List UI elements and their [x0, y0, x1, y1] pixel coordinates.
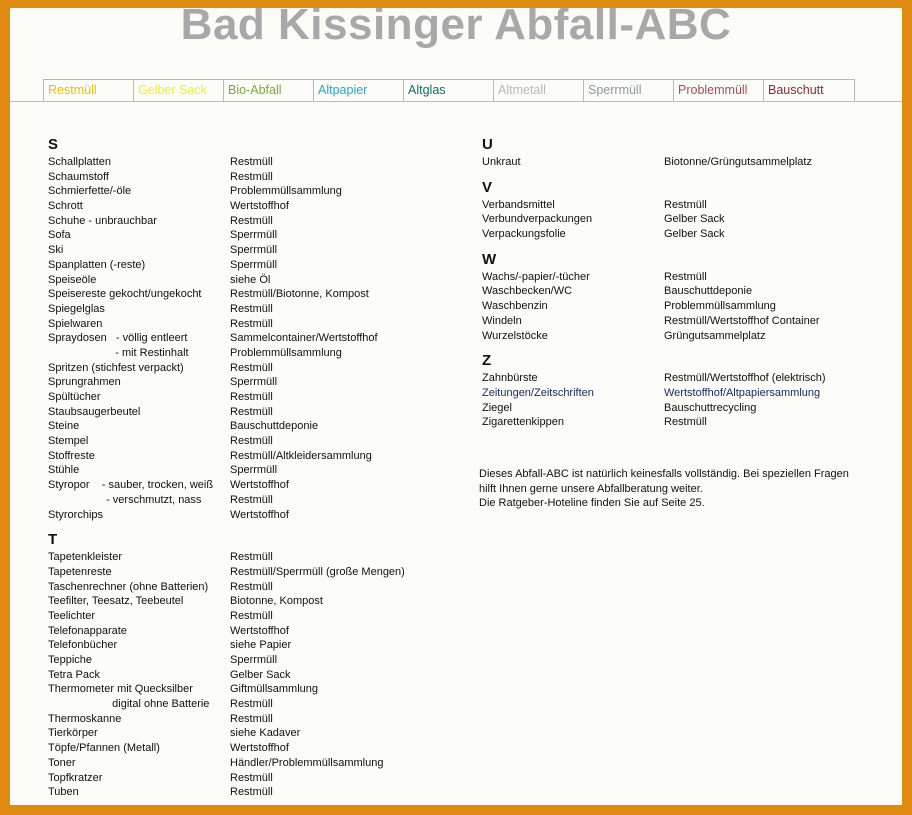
item-disposal: Sperrmüll — [230, 654, 278, 666]
item-disposal: Restmüll/Altkleidersammlung — [230, 449, 372, 462]
item-disposal: Restmüll — [230, 698, 273, 711]
item-term: Telefonapparate — [48, 624, 127, 637]
list-item — [48, 434, 468, 449]
item-term: Spritzen (stichfest verpackt) — [48, 361, 184, 374]
list-item — [48, 741, 468, 756]
list-item — [48, 287, 468, 302]
item-term: Taschenrechner (ohne Batterien) — [48, 580, 209, 593]
item-term: Ziegel — [482, 401, 512, 414]
right-column — [479, 135, 882, 511]
item-term: Topfkratzer — [48, 771, 103, 784]
note-line: Dieses Abfall-ABC ist natürlich keinesfalls vollständig. Bei speziellen Fragen — [479, 467, 849, 480]
item-disposal: Restmüll/Biotonne, Kompost — [230, 288, 369, 301]
right-sections — [482, 135, 882, 430]
legend-item: Altglas — [404, 80, 494, 101]
list-item — [482, 227, 882, 242]
item-term: Tapetenreste — [48, 565, 112, 578]
item-disposal: Restmüll — [230, 302, 273, 315]
item-term: Verpackungsfolie — [482, 228, 566, 241]
legend-item: Sperrmüll — [584, 80, 674, 101]
item-disposal: Gelber Sack — [664, 228, 725, 241]
item-disposal: siehe Papier — [230, 639, 292, 652]
item-disposal: Bauschuttrecycling — [664, 401, 757, 414]
legend-item: Gelber Sack — [134, 80, 224, 101]
item-disposal: Restmüll — [230, 317, 273, 330]
item-disposal: Sammelcontainer/Wertstoffhof — [230, 332, 378, 345]
item-term: Toner — [48, 756, 76, 769]
item-term: Spültücher — [48, 391, 101, 403]
item-term: Zigarettenkippen — [482, 416, 564, 429]
list-item — [48, 594, 468, 609]
item-term: Styrorchips — [48, 508, 104, 521]
section-letter: W — [482, 250, 497, 268]
page-title: Bad Kissinger Abfall-ABC — [180, 8, 732, 49]
list-item — [48, 258, 468, 273]
item-term: Sofa — [48, 229, 71, 242]
item-term: Stempel — [48, 435, 89, 448]
item-disposal: Sperrmüll — [230, 229, 278, 242]
list-item — [48, 331, 468, 346]
item-disposal: Restmüll — [230, 391, 273, 403]
list-item — [482, 415, 882, 430]
list-item — [48, 405, 468, 420]
list-item — [48, 508, 468, 523]
item-disposal: Restmüll — [230, 361, 273, 374]
item-disposal: Wertstoffhof/Altpapiersammlung — [664, 386, 821, 399]
item-disposal: Problemmüllsammlung — [230, 346, 342, 359]
list-item — [48, 550, 468, 565]
item-disposal: Wertstoffhof — [230, 742, 289, 755]
item-disposal: Bauschuttdeponie — [230, 420, 319, 433]
item-disposal: Restmüll — [230, 405, 273, 418]
list-item — [48, 638, 468, 653]
list-item — [48, 771, 468, 786]
list-item — [48, 155, 468, 170]
list-item — [48, 273, 468, 288]
list-item — [48, 449, 468, 464]
note-line: Die Ratgeber-Hoteline finden Sie auf Seite 25. — [479, 497, 705, 510]
item-disposal: Wertstoffhof — [230, 508, 289, 521]
list-item — [48, 184, 468, 199]
list-item — [482, 314, 882, 329]
item-term: Styropor - sauber, trocken, weiß — [48, 479, 214, 492]
item-term: Waschbecken/WC — [482, 285, 573, 298]
list-item — [482, 155, 882, 170]
list-item — [482, 401, 882, 416]
list-item — [48, 668, 468, 683]
item-disposal: Restmüll/Wertstoffhof (elektrisch) — [664, 372, 826, 385]
legend-item: Bio-Abfall — [224, 80, 314, 101]
list-item — [482, 212, 882, 227]
list-item — [482, 284, 882, 299]
legend-item: Bauschutt — [768, 83, 824, 97]
item-disposal: Restmüll — [230, 156, 273, 168]
category-legend — [43, 79, 855, 102]
list-item — [48, 375, 468, 390]
item-disposal: Biotonne/Grüngutsammelplatz — [664, 156, 812, 168]
item-term: Teppiche — [48, 654, 93, 666]
item-disposal: Restmüll — [230, 435, 273, 448]
item-disposal: Restmüll — [230, 771, 273, 784]
item-disposal: Biotonne, Kompost — [230, 595, 323, 608]
legend-item: Altmetall — [494, 80, 584, 101]
item-term: Zahnbürste — [482, 372, 538, 385]
item-term: Schallplatten — [48, 156, 111, 168]
item-disposal: Gelber Sack — [230, 668, 291, 681]
info-note — [479, 467, 882, 511]
item-disposal: Restmüll — [230, 580, 273, 593]
item-disposal: Restmüll — [664, 416, 707, 429]
item-disposal: Wertstoffhof — [230, 200, 289, 213]
item-term: Zeitungen/Zeitschriften — [482, 386, 594, 399]
list-item — [482, 198, 882, 213]
note-line: hilft Ihnen gerne unsere Abfallberatung weiter. — [479, 482, 703, 495]
legend-item: Altpapier — [314, 80, 404, 101]
list-item — [48, 565, 468, 580]
item-term: Tapetenkleister — [48, 551, 122, 564]
item-disposal: Restmüll — [230, 609, 273, 622]
legend-item: Restmüll — [44, 80, 134, 101]
item-disposal: Problemmüllsammlung — [230, 185, 342, 198]
item-term: Tetra Pack — [48, 668, 100, 681]
item-disposal: Wertstoffhof — [230, 624, 289, 637]
list-item — [48, 390, 468, 405]
item-term: digital ohne Batterie — [48, 698, 210, 711]
list-item — [48, 580, 468, 595]
item-term: Stoffreste — [48, 449, 95, 462]
list-item — [48, 712, 468, 727]
item-term: Ski — [48, 244, 64, 257]
list-item — [48, 726, 468, 741]
item-term: - mit Restinhalt — [48, 346, 189, 359]
item-disposal: Problemmüllsammlung — [664, 300, 776, 313]
list-item — [48, 317, 468, 332]
item-disposal: Sperrmüll — [230, 464, 278, 477]
item-term: Speisereste gekocht/ungekocht — [48, 288, 202, 301]
item-term: Thermoskanne — [48, 712, 122, 725]
list-item — [48, 756, 468, 771]
item-term: Verbundverpackungen — [482, 213, 593, 226]
item-term: Waschbenzin — [482, 300, 548, 313]
item-term: Staubsaugerbeutel — [48, 405, 141, 418]
item-term: Schrott — [48, 200, 83, 213]
item-term: Spielwaren — [48, 317, 103, 330]
list-item — [482, 329, 882, 344]
list-item — [48, 302, 468, 317]
list-item — [48, 463, 468, 478]
item-disposal: Restmüll — [230, 170, 273, 183]
list-item — [48, 243, 468, 258]
list-item — [48, 228, 468, 243]
item-term: Unkraut — [482, 156, 521, 168]
list-item — [48, 361, 468, 376]
list-item — [48, 199, 468, 214]
item-term: Töpfe/Pfannen (Metall) — [48, 742, 160, 755]
item-term: Spanplatten (-reste) — [48, 258, 146, 271]
item-term: Speiseöle — [48, 273, 97, 286]
item-disposal: Sperrmüll — [230, 258, 278, 271]
item-term: Spiegelglas — [48, 302, 105, 315]
item-disposal: Gelber Sack — [664, 213, 725, 226]
item-term: Tuben — [48, 786, 79, 799]
list-item — [482, 299, 882, 314]
item-disposal: Restmüll — [230, 214, 273, 227]
list-item — [48, 493, 468, 508]
item-term: Steine — [48, 420, 80, 433]
item-disposal: Giftmüllsammlung — [230, 683, 319, 696]
item-disposal: Bauschuttdeponie — [664, 285, 753, 298]
item-disposal: Sperrmüll — [230, 244, 278, 257]
item-term: Teelichter — [48, 609, 96, 622]
item-term: Wurzelstöcke — [482, 329, 548, 342]
list-item — [48, 785, 468, 800]
item-term: Windeln — [482, 314, 522, 327]
item-term: Schuhe - unbrauchbar — [48, 214, 157, 227]
divider — [10, 101, 902, 102]
document-page — [10, 8, 902, 805]
item-disposal: Wertstoffhof — [230, 479, 289, 492]
list-item — [48, 624, 468, 639]
item-term: Teefilter, Teesatz, Teebeutel — [48, 595, 184, 608]
list-item — [48, 419, 468, 434]
item-term: Schmierfette/-öle — [48, 185, 132, 198]
item-term: Thermometer mit Quecksilber — [48, 683, 193, 696]
section-letter: U — [482, 136, 493, 153]
section-letter: Z — [482, 352, 492, 370]
item-disposal: Restmüll — [230, 493, 273, 506]
list-item — [48, 170, 468, 185]
item-disposal: Restmüll/Wertstoffhof Container — [664, 314, 820, 327]
item-disposal: Restmüll — [230, 551, 273, 564]
item-term: Wachs/-papier/-tücher — [482, 270, 590, 283]
item-term: - verschmutzt, nass — [48, 493, 202, 506]
item-disposal: Restmüll — [664, 270, 707, 283]
list-item — [48, 346, 468, 361]
list-item — [482, 386, 882, 401]
list-item — [482, 371, 882, 386]
list-item — [48, 478, 468, 493]
item-disposal: Händler/Problemmüllsammlung — [230, 756, 384, 769]
section-letter: T — [48, 531, 58, 549]
item-disposal: Restmüll — [230, 786, 273, 799]
section-letter: S — [48, 136, 59, 153]
item-term: Spraydosen - völlig entleert — [48, 332, 188, 345]
list-item — [48, 214, 468, 229]
item-disposal: Grüngutsammelplatz — [664, 329, 766, 342]
item-disposal: siehe Kadaver — [230, 727, 301, 740]
item-disposal: Sperrmüll — [230, 376, 278, 389]
item-term: Sprungrahmen — [48, 376, 121, 389]
list-item — [48, 609, 468, 624]
item-term: Verbandsmittel — [482, 198, 555, 211]
list-item — [48, 697, 468, 712]
list-item — [48, 653, 468, 668]
item-disposal: Restmüll — [230, 712, 273, 725]
item-term: Tierkörper — [48, 727, 98, 740]
section-letter: V — [482, 178, 493, 196]
list-item — [482, 270, 882, 285]
item-disposal: Restmüll/Sperrmüll (große Mengen) — [230, 565, 405, 578]
item-term: Stühle — [48, 464, 80, 477]
left-column — [48, 135, 468, 800]
item-term: Schaumstoff — [48, 170, 109, 183]
item-term: Telefonbücher — [48, 639, 118, 652]
legend-item: Problemmüll — [674, 80, 764, 101]
list-item — [48, 682, 468, 697]
item-disposal: siehe Öl — [230, 273, 271, 286]
item-disposal: Restmüll — [664, 198, 707, 211]
